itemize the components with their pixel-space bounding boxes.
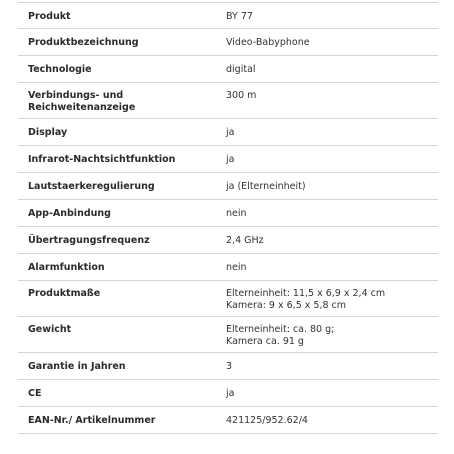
spec-label: Alarmfunktion <box>28 262 105 273</box>
spec-value: nein <box>226 262 247 273</box>
spec-value: BY 77 <box>226 11 253 22</box>
spec-row-masse <box>18 281 438 317</box>
spec-label: Infrarot-Nachtsichtfunktion <box>28 154 176 165</box>
spec-row-lautstaerke <box>18 173 438 200</box>
spec-label: Produkt <box>28 11 71 22</box>
spec-value: ja (Elterneinheit) <box>226 181 306 192</box>
spec-label: EAN-Nr./ Artikelnummer <box>28 415 156 426</box>
spec-row-produktbezeichnung <box>18 29 438 56</box>
spec-label: Verbindungs- und Reichweitenanzeige <box>28 90 136 113</box>
spec-value: ja <box>226 388 235 399</box>
spec-row-ce <box>18 380 438 407</box>
spec-value: 3 <box>226 361 233 372</box>
spec-label: Gewicht <box>28 324 72 335</box>
spec-row-alarm <box>18 254 438 281</box>
spec-value: ja <box>226 127 235 138</box>
spec-label: Übertragungsfrequenz <box>28 235 150 246</box>
spec-table <box>18 2 438 434</box>
spec-value: nein <box>226 208 247 219</box>
spec-label: Technologie <box>28 64 92 75</box>
spec-value: Elterneinheit: ca. 80 g; Kamera ca. 91 g <box>226 324 335 347</box>
spec-label: Lautstaerkeregulierung <box>28 181 155 192</box>
spec-row-gewicht <box>18 317 438 353</box>
spec-row-garantie <box>18 353 438 380</box>
spec-value: 2,4 GHz <box>226 235 264 246</box>
spec-value: 300 m <box>226 90 257 101</box>
spec-value: ja <box>226 154 235 165</box>
spec-row-nachtsicht <box>18 146 438 173</box>
spec-value: Elterneinheit: 11,5 x 6,9 x 2,4 cm Kamera: 9 x 6,5 x 5,8 cm <box>226 288 386 311</box>
spec-row-produkt <box>18 2 438 29</box>
spec-label: Produktmaße <box>28 288 101 299</box>
spec-label: Display <box>28 127 68 138</box>
spec-value: digital <box>226 64 256 75</box>
spec-label: App-Anbindung <box>28 208 111 219</box>
spec-label: CE <box>28 388 42 399</box>
spec-value: Video-Babyphone <box>226 37 310 48</box>
spec-row-reichweite <box>18 83 438 119</box>
spec-row-frequenz <box>18 227 438 254</box>
spec-label: Produktbezeichnung <box>28 37 139 48</box>
spec-value: 421125/952.62/4 <box>226 415 308 426</box>
spec-row-ean <box>18 407 438 434</box>
spec-row-display <box>18 119 438 146</box>
spec-row-app <box>18 200 438 227</box>
spec-label: Garantie in Jahren <box>28 361 126 372</box>
spec-row-technologie <box>18 56 438 83</box>
